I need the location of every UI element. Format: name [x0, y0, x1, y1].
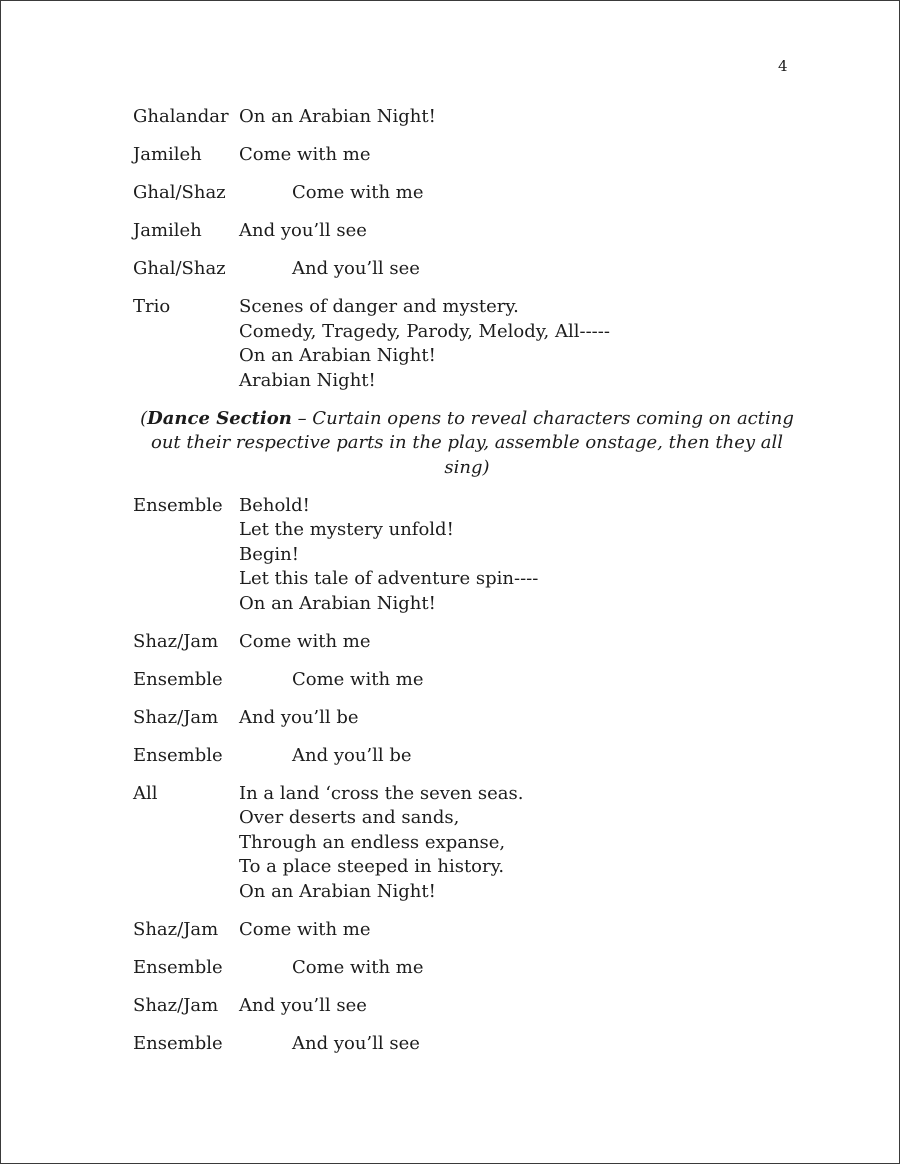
lyric-lines: [239, 918, 370, 943]
lyric-lines: [239, 668, 423, 693]
speaker-name: Ensemble: [133, 668, 223, 690]
lyric-line: Over deserts and sands,: [239, 807, 460, 828]
lyric-lines: [239, 181, 423, 206]
speaker-name: Ensemble: [133, 494, 223, 516]
lyric-line: Let this tale of adventure spin----: [239, 568, 539, 589]
dialogue-entry: [133, 918, 813, 943]
dialogue-entry: [133, 956, 813, 981]
speaker-name: Jamileh: [133, 144, 202, 165]
speaker-name: Ghal/Shaz: [133, 182, 226, 203]
page-number: 4: [778, 57, 788, 75]
lyric-line: And you’ll see: [239, 994, 367, 1016]
lyric-line: Begin!: [239, 543, 299, 565]
lyric-line: And you’ll be: [239, 706, 359, 728]
lyric-lines: [239, 295, 610, 393]
stage-direction-text: – Curtain opens to reveal characters coming on acting out their respective parts in the play, assemble onstage, then they all sing): [150, 407, 794, 478]
lyric-lines: [239, 706, 359, 731]
lyric-line: Come with me: [292, 956, 424, 978]
dialogue-entry: [133, 143, 813, 168]
dialogue-entry: [133, 494, 813, 617]
lyric-lines: [239, 105, 436, 130]
lyric-lines: [239, 744, 412, 769]
speaker-name: Shaz/Jam: [133, 918, 219, 940]
lyric-line: Come with me: [292, 182, 424, 203]
lyric-lines: [239, 994, 367, 1019]
lyric-line: To a place steeped in history.: [239, 856, 505, 877]
lyric-line: Come with me: [292, 668, 424, 690]
dialogue-entry: [133, 181, 813, 206]
speaker-name: All: [133, 782, 158, 804]
speaker-name: Ensemble: [133, 1032, 223, 1054]
lyric-lines: [239, 257, 420, 282]
lyric-line: On an Arabian Night!: [239, 345, 436, 366]
lyric-lines: [239, 782, 523, 905]
lyric-line: Come with me: [239, 630, 371, 652]
lyric-line: Behold!: [239, 494, 310, 516]
speaker-name: Shaz/Jam: [133, 994, 219, 1016]
lyric-line: And you’ll see: [239, 220, 367, 241]
dialogue-entry: [133, 630, 813, 655]
speaker-name: Ensemble: [133, 956, 223, 978]
dialogue-entry: [133, 1032, 813, 1057]
dialogue-entry: [133, 257, 813, 282]
speaker-name: Ghalandar: [133, 106, 229, 127]
lyric-line: Let the mystery unfold!: [239, 519, 454, 540]
speaker-name: Shaz/Jam: [133, 706, 219, 728]
dialogue-entry: [133, 744, 813, 769]
lyric-line: Scenes of danger and mystery.: [239, 296, 519, 317]
stage-direction-open: (: [140, 407, 148, 429]
lyric-line: On an Arabian Night!: [239, 592, 436, 614]
lyric-line: And you’ll see: [292, 258, 420, 279]
lyric-lines: [239, 1032, 420, 1057]
lyric-lines: [239, 630, 370, 655]
dialogue-entry: [133, 782, 813, 905]
lyric-line: And you’ll be: [292, 744, 412, 766]
dialogue-entry: [133, 706, 813, 731]
lyric-line: In a land ‘cross the seven seas.: [239, 782, 524, 804]
speaker-name: Ghal/Shaz: [133, 258, 226, 279]
lyrics-group-2: [133, 494, 813, 1057]
lyric-lines: [239, 494, 538, 617]
lyric-lines: [239, 956, 423, 981]
lyric-line: Come with me: [239, 144, 371, 165]
dialogue-entry: [133, 994, 813, 1019]
lyric-line: On an Arabian Night!: [239, 106, 436, 127]
speaker-name: Trio: [133, 296, 171, 317]
speaker-name: Shaz/Jam: [133, 630, 219, 652]
lyric-line: And you’ll see: [292, 1032, 420, 1054]
script-body: [133, 105, 813, 1070]
lyric-line: Comedy, Tragedy, Parody, Melody, All-----: [239, 320, 610, 342]
lyrics-group-1: [133, 105, 813, 393]
speaker-name: Jamileh: [133, 220, 202, 241]
dialogue-entry: [133, 219, 813, 244]
lyric-line: Arabian Night!: [239, 369, 376, 391]
dialogue-entry: [133, 295, 813, 393]
dialogue-entry: [133, 105, 813, 130]
lyric-line: Through an endless expanse,: [239, 831, 506, 853]
dialogue-entry: [133, 668, 813, 693]
speaker-name: Ensemble: [133, 744, 223, 766]
stage-direction-title: Dance Section: [147, 407, 292, 429]
lyric-line: Come with me: [239, 918, 371, 940]
lyric-lines: [239, 219, 367, 244]
stage-direction: [137, 407, 797, 481]
lyric-lines: [239, 143, 370, 168]
lyric-line: On an Arabian Night!: [239, 880, 436, 902]
